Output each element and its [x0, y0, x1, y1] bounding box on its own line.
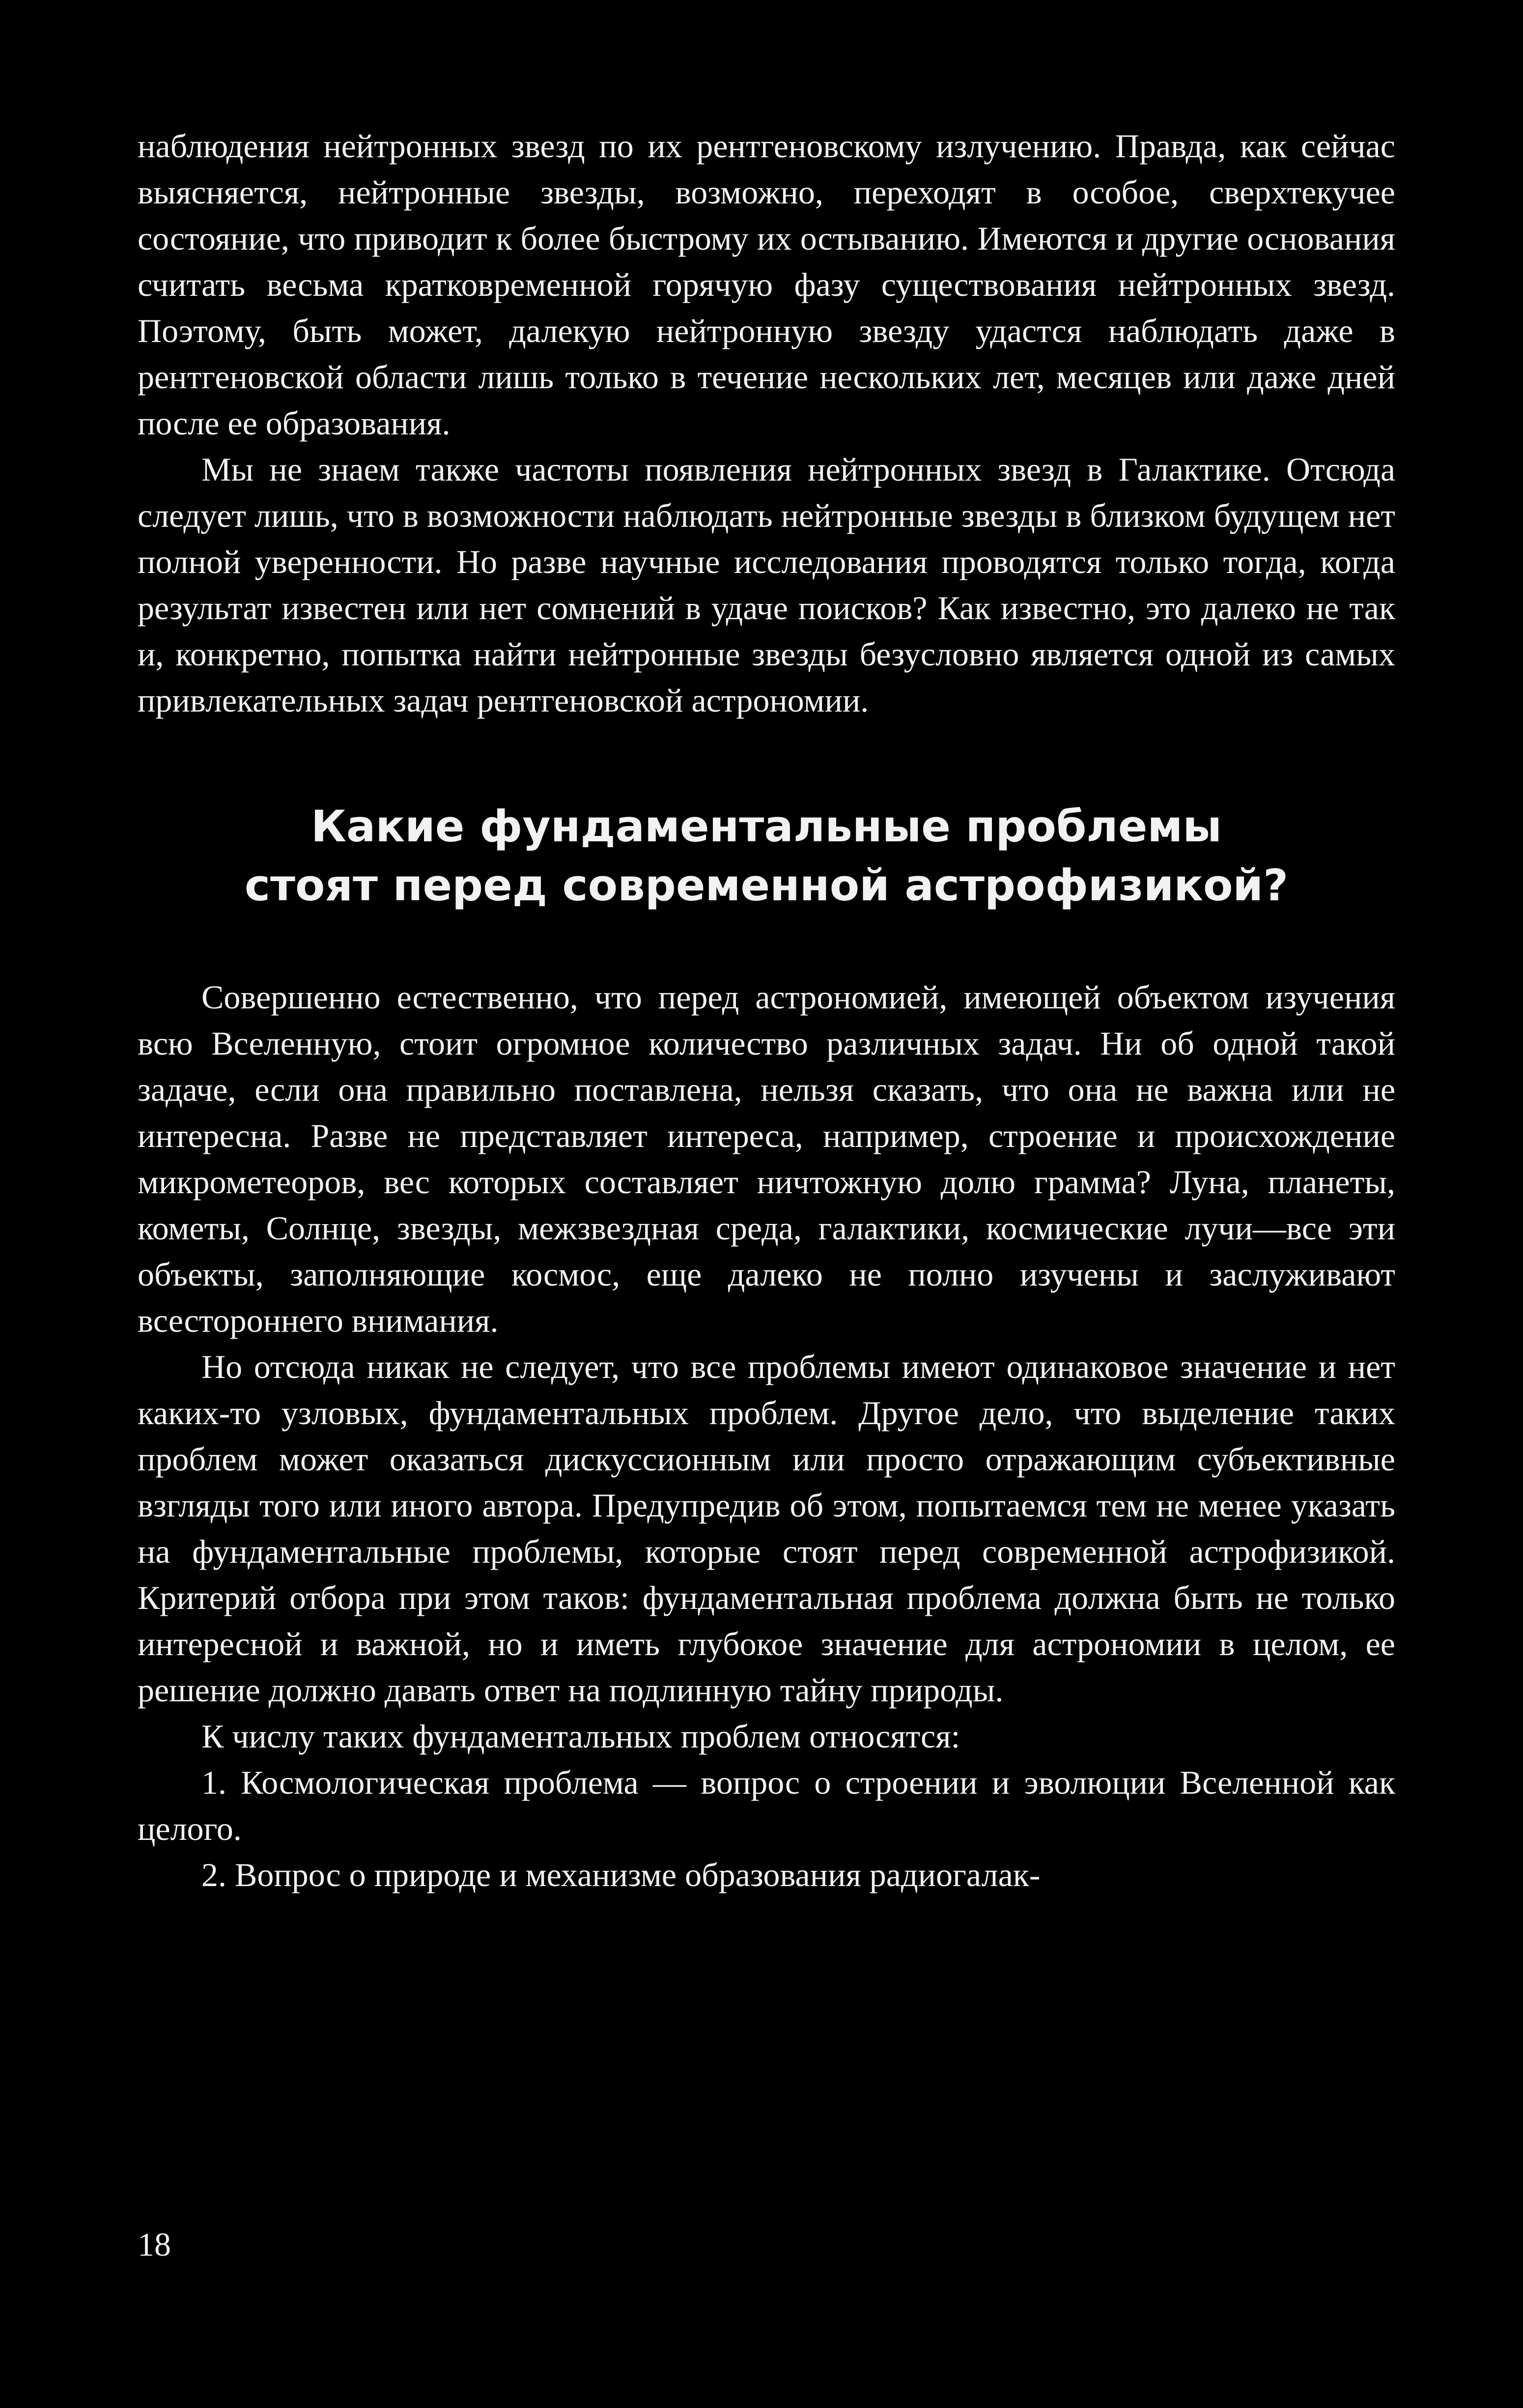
- section-heading: [138, 797, 1395, 915]
- paragraph-5: К числу таких фундаментальных проблем относятся:: [201, 1718, 960, 1755]
- page-number: 18: [138, 2226, 171, 2263]
- list-item-1: 1. Космологическая проблема — вопрос о строении и эволюции Вселенной как целого.: [138, 1764, 1395, 1847]
- section-heading-line-2: стоят перед современной астрофизикой?: [244, 860, 1289, 911]
- paragraph-3: Совершенно естественно, что перед астрономией, имеющей объектом изучения всю Вселенную, стоит огромное количество различных задач. Ни об одной такой задаче, если она правильно поставлена, нельзя сказать, что она не важна или не интересна. Разве не представляет интереса, например, строение и происхождение микрометеоров, вес которых составляет ничтожную долю грамма? Луна, планеты, кометы, Солнце, звезды, межзвездная среда, галактики, космические лучи—все эти объекты, заполняющие космос, еще далеко не полно изучены и заслуживают всестороннего внимания.: [138, 978, 1395, 1339]
- book-page: [138, 123, 1395, 2285]
- paragraph-4: Но отсюда никак не следует, что все проблемы имеют одинаковое значение и нет каких-то узловых, фундаментальных проблем. Другое дело, что выделение таких проблем может оказаться дискуссионным или просто отражающим субъективные взгляды того или иного автора. Предупредив об этом, попытаемся тем не менее указать на фундаментальные проблемы, которые стоят перед современной астрофизикой. Критерий отбора при этом таков: фундаментальная проблема должна быть не только интересной и важной, но и иметь глубокое значение для астрономии в целом, ее решение должно давать ответ на подлинную тайну природы.: [138, 1348, 1395, 1709]
- paragraph-1: наблюдения нейтронных звезд по их рентгеновскому излучению. Правда, как сейчас выясняется, нейтронные звезды, возможно, переходят в особое, сверхтекучее состояние, что приводит к более быстрому их остыванию. Имеются и другие основания считать весьма кратковременной горячую фазу существования нейтронных звезд. Поэтому, быть может, далекую нейтронную звезду удастся наблюдать даже в рентгеновской области лишь только в течение нескольких лет, месяцев или даже дней после ее образования.: [138, 127, 1395, 442]
- list-item-2: 2. Вопрос о природе и механизме образования радиогалак-: [201, 1856, 1041, 1893]
- paragraph-2: Мы не знаем также частоты появления нейтронных звезд в Галактике. Отсюда следует лишь, что в возможности наблюдать нейтронные звезды в близком будущем нет полной уверенности. Но разве научные исследования проводятся только тогда, когда результат известен или нет сомнений в удаче поисков? Как известно, это далеко не так и, конкретно, попытка найти нейтронные звезды безусловно является одной из самых привлекательных задач рентгеновской астрономии.: [138, 451, 1395, 719]
- section-heading-line-1: Какие фундаментальные проблемы: [311, 801, 1222, 852]
